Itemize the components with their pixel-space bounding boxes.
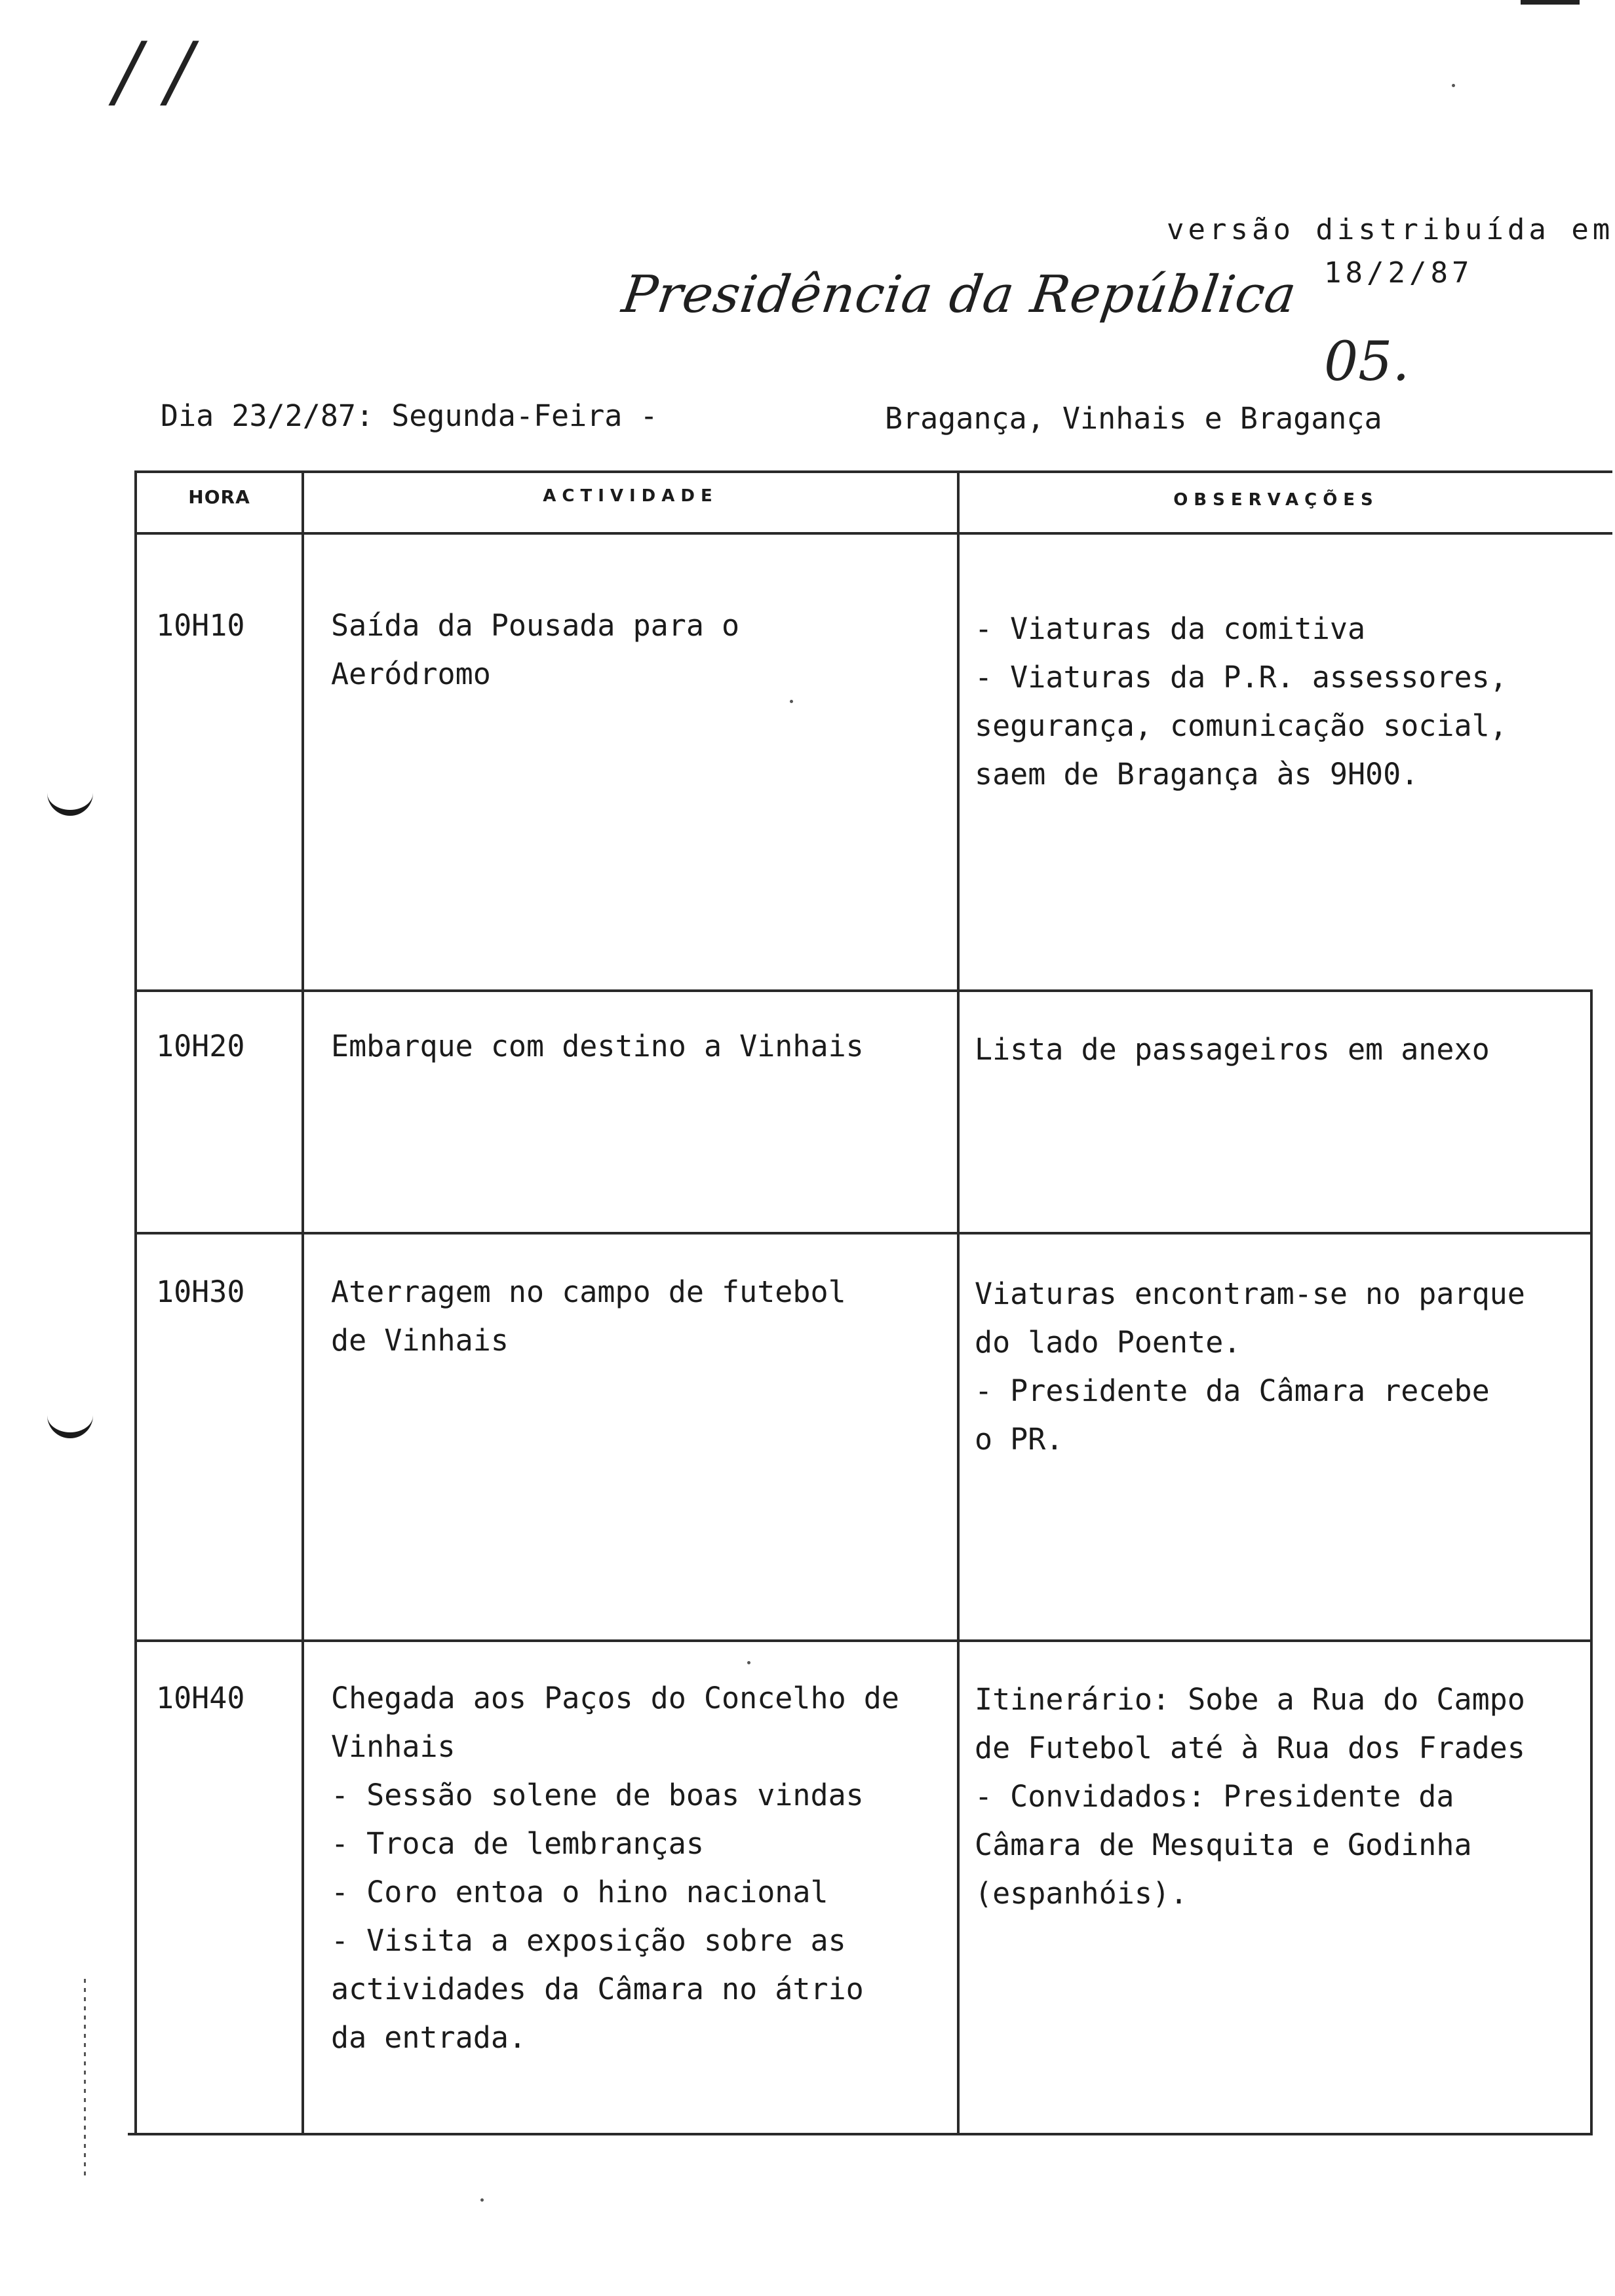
- row-4-hora: 10H40: [156, 1681, 245, 1715]
- row-4-activity-7: actividades da Câmara no átrio: [331, 1972, 864, 2006]
- column-header-actividade: ACTIVIDADE: [543, 486, 718, 506]
- scan-speck: [747, 1661, 750, 1664]
- header-bottom-border: [134, 532, 1612, 535]
- row-3-obs-4: o PR.: [975, 1422, 1064, 1457]
- row-1-hora: 10H10: [156, 608, 245, 643]
- table-top-border: [134, 470, 1612, 473]
- row-1-obs-4: saem de Bragança às 9H00.: [975, 757, 1419, 792]
- row-1-obs-3: segurança, comunicação social,: [975, 708, 1508, 743]
- row-2-activity-1: Embarque com destino a Vinhais: [331, 1029, 864, 1063]
- row-border-1: [134, 989, 1593, 992]
- row-4-activity-5: - Coro entoa o hino nacional: [331, 1875, 828, 1909]
- binder-hole-mark-top: [47, 786, 93, 816]
- handwritten-corner-mark: / /: [115, 26, 193, 117]
- column-divider-2: [957, 470, 960, 2135]
- version-date: 18/2/87: [1324, 256, 1473, 290]
- row-2-hora: 10H20: [156, 1029, 245, 1063]
- row-1-obs-1: - Viaturas da comitiva: [975, 611, 1366, 646]
- row-3-obs-1: Viaturas encontram-se no parque: [975, 1276, 1525, 1311]
- row-4-activity-8: da entrada.: [331, 2020, 527, 2055]
- column-divider-1: [302, 470, 304, 2135]
- row-border-2: [134, 1232, 1593, 1234]
- row-4-activity-4: - Troca de lembranças: [331, 1826, 704, 1861]
- row-4-obs-2: de Futebol até à Rua dos Frades: [975, 1731, 1525, 1765]
- scan-speck: [1452, 84, 1455, 87]
- row-1-activity-2: Aeródromo: [331, 657, 491, 691]
- row-4-activity-1: Chegada aos Paços do Concelho de: [331, 1681, 899, 1715]
- row-1-obs-2: - Viaturas da P.R. assessores,: [975, 660, 1508, 695]
- row-4-activity-2: Vinhais: [331, 1729, 456, 1764]
- row-1-activity-1: Saída da Pousada para o: [331, 608, 740, 643]
- row-3-activity-2: de Vinhais: [331, 1323, 509, 1358]
- row-4-activity-3: - Sessão solene de boas vindas: [331, 1778, 864, 1812]
- table-bottom-border: [128, 2133, 1593, 2135]
- scan-speck: [790, 700, 793, 703]
- row-2-obs-1: Lista de passageiros em anexo: [975, 1032, 1490, 1067]
- margin-dotted-mark: [84, 1979, 86, 2175]
- row-4-obs-1: Itinerário: Sobe a Rua do Campo: [975, 1682, 1525, 1717]
- row-3-obs-3: - Presidente da Câmara recebe: [975, 1373, 1490, 1408]
- day-heading: Dia 23/2/87: Segunda-Feira -: [161, 398, 658, 433]
- scan-speck: [480, 2198, 484, 2202]
- row-4-obs-3: - Convidados: Presidente da: [975, 1779, 1454, 1814]
- letterhead: Presidência da República: [618, 265, 1300, 324]
- row-border-3: [134, 1639, 1593, 1642]
- row-3-hora: 10H30: [156, 1274, 245, 1309]
- table-right-border: [1590, 989, 1593, 2135]
- scan-mark-top-right: [1521, 0, 1580, 5]
- table-left-border: [134, 470, 137, 2135]
- version-text: versão distribuída em: [1167, 213, 1614, 246]
- row-3-obs-2: do lado Poente.: [975, 1325, 1241, 1360]
- column-header-hora: HORA: [188, 486, 250, 508]
- row-4-obs-5: (espanhóis).: [975, 1876, 1188, 1911]
- row-4-obs-4: Câmara de Mesquita e Godinha: [975, 1827, 1472, 1862]
- row-3-activity-1: Aterragem no campo de futebol: [331, 1274, 846, 1309]
- row-4-activity-6: - Visita a exposição sobre as: [331, 1923, 846, 1958]
- page-number: 05.: [1324, 331, 1410, 393]
- column-header-observacoes: OBSERVAÇÕES: [1173, 490, 1379, 510]
- binder-hole-mark-bottom: [47, 1409, 93, 1438]
- places-heading: Bragança, Vinhais e Bragança: [885, 401, 1382, 436]
